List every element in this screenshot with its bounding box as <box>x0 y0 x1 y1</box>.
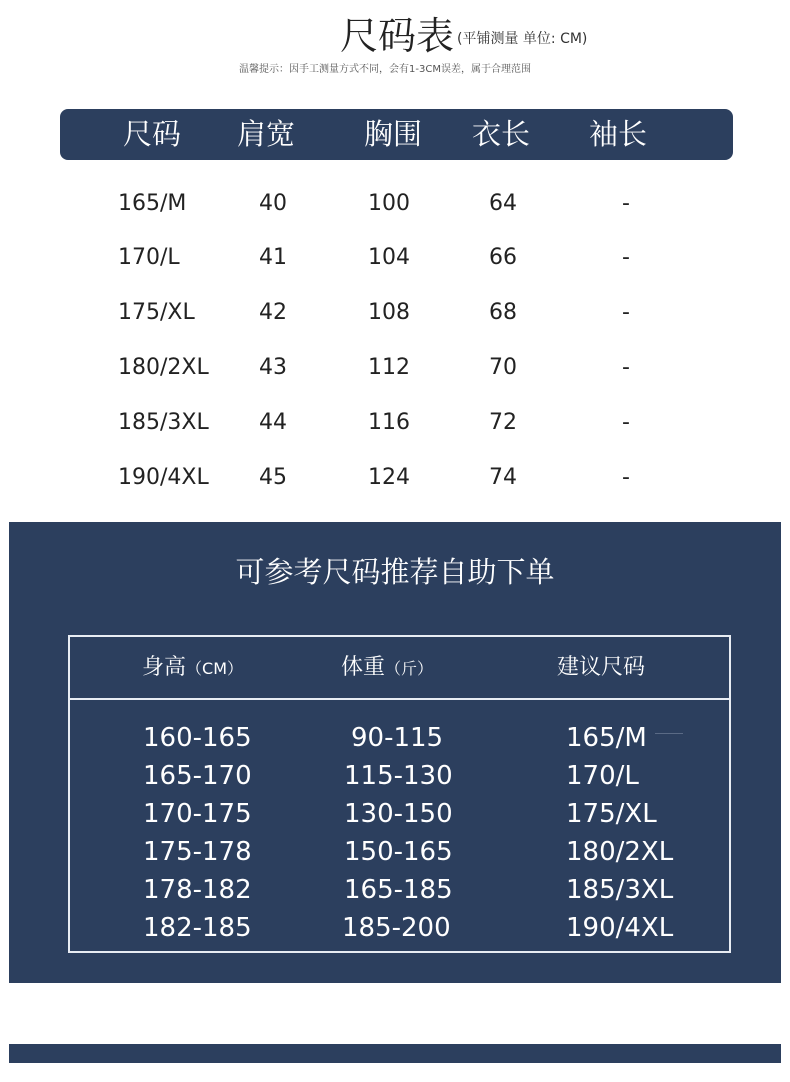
col-weight-label: 体重 <box>341 655 386 680</box>
cell-length: 66 <box>489 245 517 270</box>
col-sleeve: 袖长 <box>589 117 648 151</box>
size-table-header <box>60 109 733 160</box>
cell-shoulder: 41 <box>259 245 287 270</box>
table-row <box>0 348 790 388</box>
cell-size: 185/3XL <box>118 410 209 435</box>
cell-suggested-size: 165/M <box>566 723 647 753</box>
cell-height: 178-182 <box>143 875 252 905</box>
cell-sleeve: - <box>622 191 630 216</box>
cell-suggested-size: 170/L <box>566 761 639 791</box>
cell-length: 70 <box>489 355 517 380</box>
cell-chest: 112 <box>368 355 410 380</box>
col-chest: 胸围 <box>364 117 423 151</box>
recommendation-title: 可参考尺码推荐自助下单 <box>235 555 555 589</box>
col-height-unit: （CM） <box>186 659 243 678</box>
cell-length: 72 <box>489 410 517 435</box>
cell-chest: 100 <box>368 191 410 216</box>
cell-size: 170/L <box>118 245 180 270</box>
table-row <box>70 871 729 909</box>
cell-sleeve: - <box>622 465 630 490</box>
cell-shoulder: 44 <box>259 410 287 435</box>
col-weight <box>341 637 433 699</box>
col-shoulder: 肩宽 <box>237 117 296 151</box>
cell-size: 180/2XL <box>118 355 209 380</box>
cell-sleeve: - <box>622 410 630 435</box>
recommendation-panel <box>9 522 781 983</box>
cell-height: 170-175 <box>143 799 252 829</box>
cell-chest: 116 <box>368 410 410 435</box>
table-row <box>70 757 729 795</box>
cell-weight: 150-165 <box>344 837 453 867</box>
cell-sleeve: - <box>622 300 630 325</box>
cell-length: 68 <box>489 300 517 325</box>
cell-chest: 124 <box>368 465 410 490</box>
table-row <box>0 293 790 333</box>
cell-suggested-size: 180/2XL <box>566 837 674 867</box>
cell-size: 175/XL <box>118 300 195 325</box>
table-row <box>70 795 729 833</box>
cell-shoulder: 42 <box>259 300 287 325</box>
page-subtitle: (平铺测量 单位: CM) <box>457 31 588 47</box>
cell-suggested-size: 175/XL <box>566 799 657 829</box>
cell-shoulder: 40 <box>259 191 287 216</box>
cell-height: 175-178 <box>143 837 252 867</box>
cell-size: 165/M <box>118 191 187 216</box>
cell-height: 165-170 <box>143 761 252 791</box>
cell-chest: 104 <box>368 245 410 270</box>
recommendation-table <box>68 635 731 953</box>
table-row <box>0 238 790 278</box>
cell-chest: 108 <box>368 300 410 325</box>
cell-shoulder: 45 <box>259 465 287 490</box>
cell-weight: 115-130 <box>344 761 453 791</box>
col-height <box>142 637 243 699</box>
title-block <box>0 6 790 58</box>
cell-height: 160-165 <box>143 723 252 753</box>
cell-sleeve: - <box>622 355 630 380</box>
col-length: 衣长 <box>472 117 531 151</box>
col-size: 尺码 <box>123 117 182 151</box>
cell-weight: 130-150 <box>344 799 453 829</box>
page-title: 尺码表 <box>340 14 455 58</box>
header-divider <box>70 698 729 700</box>
cell-size: 190/4XL <box>118 465 209 490</box>
cell-length: 74 <box>489 465 517 490</box>
table-row <box>70 833 729 871</box>
cell-shoulder: 43 <box>259 355 287 380</box>
col-weight-unit: （斤） <box>385 659 434 678</box>
col-suggested-size: 建议尺码 <box>557 655 646 680</box>
measurement-tip <box>0 60 790 75</box>
table-row <box>0 184 790 224</box>
col-height-label: 身高 <box>142 655 187 680</box>
cell-suggested-size: 190/4XL <box>566 913 674 943</box>
cell-length: 64 <box>489 191 517 216</box>
cell-weight: 90-115 <box>351 723 444 753</box>
cell-weight: 165-185 <box>344 875 453 905</box>
measurement-tip-text: 温馨提示：因手工测量方式不同，会有1-3CM误差，属于合理范围 <box>239 64 531 75</box>
cell-height: 182-185 <box>143 913 252 943</box>
table-row <box>70 909 729 947</box>
cell-sleeve: - <box>622 245 630 270</box>
table-row <box>0 458 790 498</box>
bottom-bar <box>9 1044 781 1063</box>
table-row <box>70 719 729 757</box>
cell-weight: 185-200 <box>342 913 451 943</box>
table-row <box>0 403 790 443</box>
cell-suggested-size: 185/3XL <box>566 875 674 905</box>
